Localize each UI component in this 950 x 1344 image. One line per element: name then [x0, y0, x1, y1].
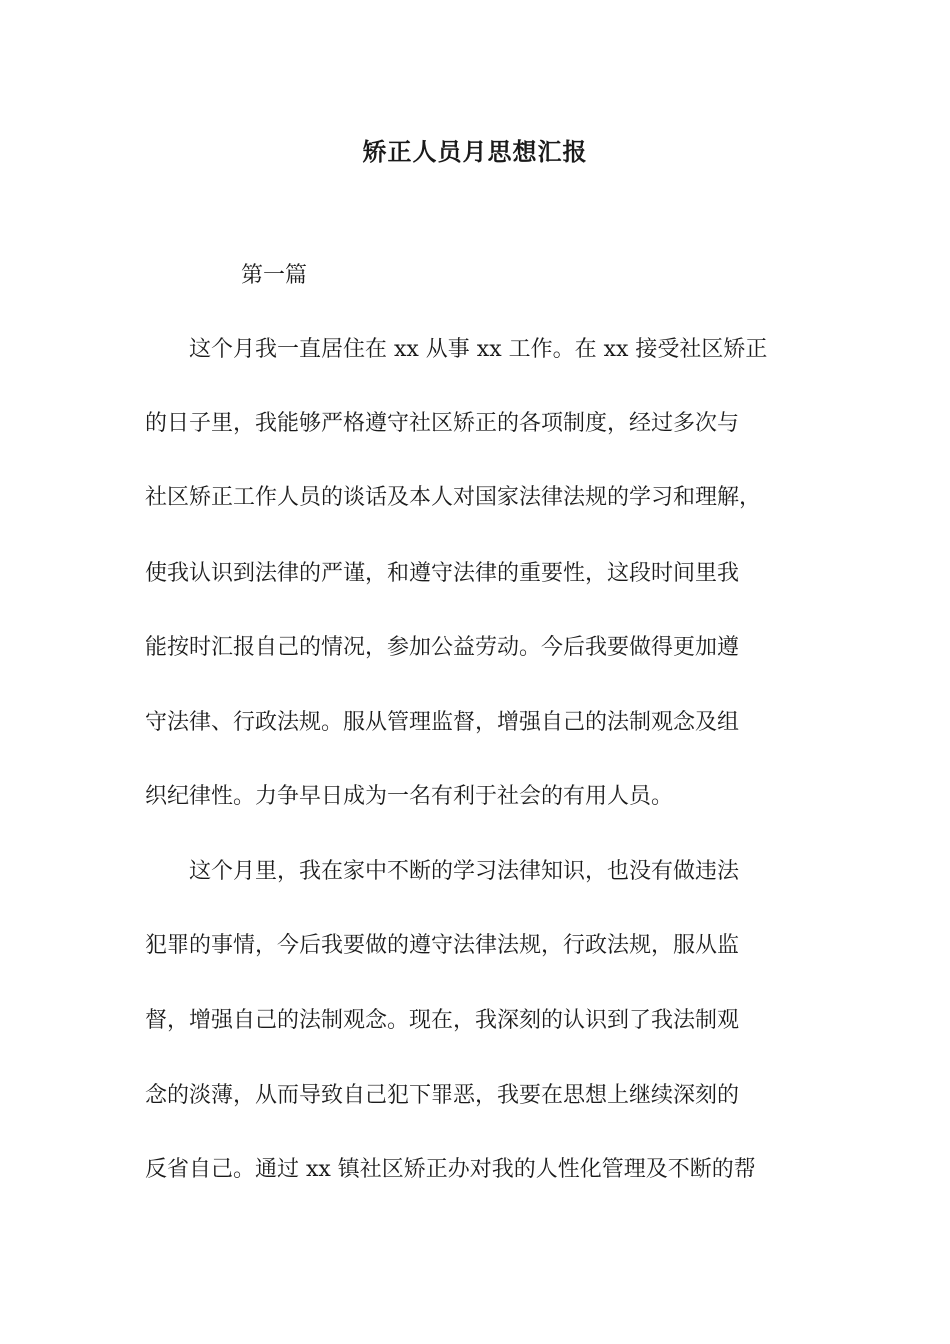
- body-line: 织纪律性。力争早日成为一名有利于社会的有用人员。: [145, 784, 674, 809]
- section-heading: 第一篇: [241, 263, 308, 288]
- body-line: 能按时汇报自己的情况，参加公益劳动。今后我要做得更加遵: [145, 635, 740, 660]
- body-line: 使我认识到法律的严谨，和遵守法律的重要性，这段时间里我: [145, 561, 740, 586]
- body-line: 这个月里，我在家中不断的学习法律知识，也没有做违法: [145, 859, 740, 884]
- body-line: 犯罪的事情，今后我要做的遵守法律法规，行政法规，服从监: [145, 933, 740, 958]
- body-line: 这个月我一直居住在 xx 从事 xx 工作。在 xx 接受社区矫正: [145, 337, 768, 362]
- document-title: 矫正人员月思想汇报: [362, 137, 588, 166]
- body-line: 守法律、行政法规。服从管理监督，增强自己的法制观念及组: [145, 710, 740, 735]
- body-line: 念的淡薄，从而导致自己犯下罪恶，我要在思想上继续深刻的: [145, 1083, 740, 1108]
- body-line: 社区矫正工作人员的谈话及本人对国家法律法规的学习和理解，: [145, 485, 762, 510]
- body-line: 的日子里，我能够严格遵守社区矫正的各项制度，经过多次与: [145, 411, 740, 436]
- body-line: 督，增强自己的法制观念。现在，我深刻的认识到了我法制观: [145, 1008, 740, 1033]
- body-line: 反省自己。通过 xx 镇社区矫正办对我的人性化管理及不断的帮: [145, 1157, 756, 1182]
